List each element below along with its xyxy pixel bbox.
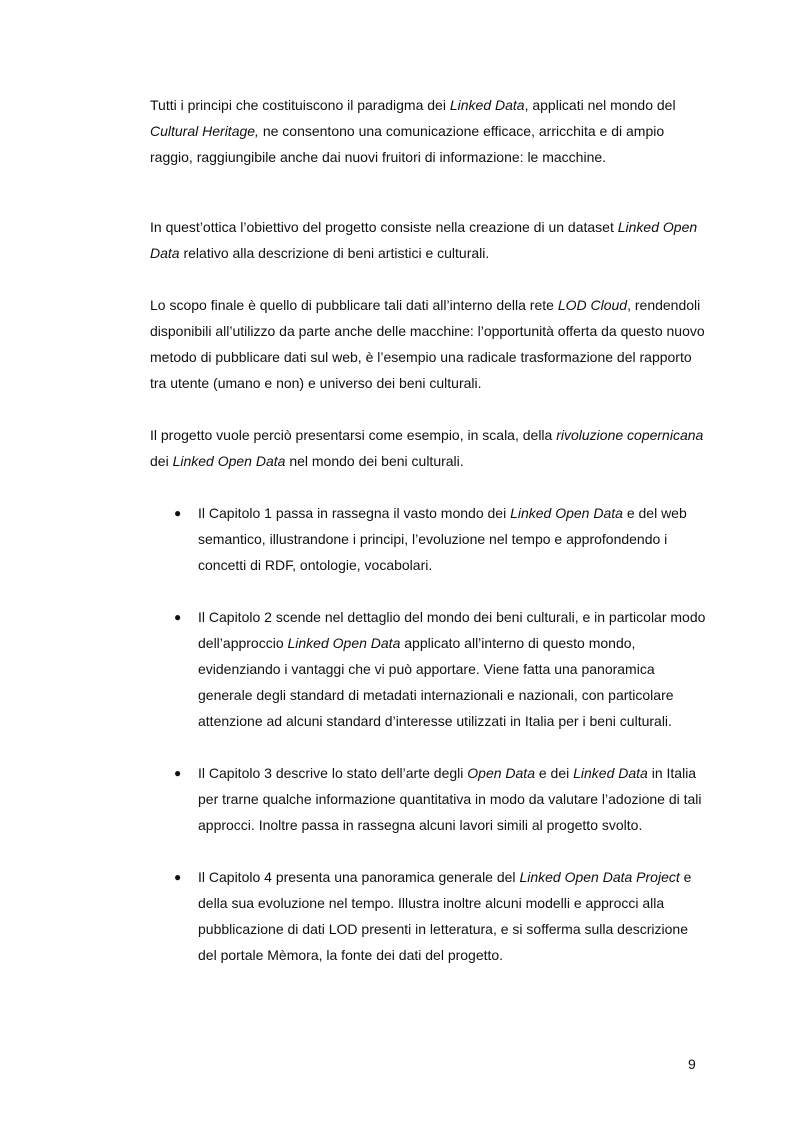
text-run: dei (150, 453, 173, 469)
bullet-icon: ● (174, 610, 182, 624)
text-run: applicato all’interno di questo mondo, evidenziando i vantaggi che vi può apportare. Viene fatta una panoramica generale degli standard di metadati internazionali e nazionali, con particolare attenzione ad alcuni standard d’interesse utilizzati in Italia per i beni culturali. (198, 635, 674, 729)
text-run: Il Capitolo 4 presenta una panoramica generale del (198, 869, 520, 885)
text-run: nel mondo dei beni culturali. (285, 453, 464, 469)
text-run: ne consentono una comunicazione efficace, arricchita e di ampio raggio, raggiungibile anche dai nuovi fruitori di informazione: le macchine. (150, 123, 665, 165)
text-run: relativo alla descrizione di beni artistici e culturali. (179, 245, 490, 261)
text-run: in Italia per trarne qualche informazione quantitativa in modo da valutare l’adozione di tali approcci. Inoltre passa in rassegna alcuni lavori simili al progetto svolto. (198, 765, 702, 833)
emphasis-linked-data: Linked Data (573, 765, 648, 781)
emphasis-linked-data: Linked Data (449, 97, 525, 113)
list-item-chapter-3 (150, 760, 710, 838)
paragraph-linked-data-principles (150, 92, 710, 170)
text-run: In quest’ottica l’obiettivo del progetto consiste nella creazione di un dataset (150, 219, 618, 235)
paragraph-project-objective (150, 214, 710, 266)
text-run: , applicati nel mondo del (524, 97, 676, 113)
chapter-list (150, 500, 710, 968)
text-run: , rendendoli disponibili all’utilizzo da parte anche delle macchine: l’opportunità offerta da questo nuovo metodo di pubblicare dati sul web, è l’esempio una radicale trasformazione del rapporto tra utente (umano e non) e universo dei beni culturali. (150, 297, 705, 391)
text-run: Il progetto vuole perciò presentarsi come esempio, in scala, della (150, 427, 557, 443)
text-run: e della sua evoluzione nel tempo. Illustra inoltre alcuni modelli e approcci alla pubblicazione di dati LOD presenti in letteratura, e si sofferma sulla descrizione del portale Mèmora, la fonte dei dati del progetto. (198, 869, 692, 963)
paragraph-copernican-revolution (150, 422, 710, 474)
bullet-icon: ● (174, 870, 182, 884)
text-run: Il Capitolo 1 passa in rassegna il vasto mondo dei (198, 505, 511, 521)
text-run: e dei (534, 765, 574, 781)
text-run: Il Capitolo 3 descrive lo stato dell’arte degli (198, 765, 468, 781)
list-item-chapter-2 (150, 604, 710, 734)
emphasis-rivoluzione-copernicana: rivoluzione copernicana (556, 427, 704, 443)
emphasis-open-data: Open Data (467, 765, 535, 781)
spacer (150, 170, 710, 214)
emphasis-linked-open-data-project: Linked Open Data Project (519, 869, 680, 885)
paragraph-final-goal (150, 292, 710, 396)
list-item-chapter-1 (150, 500, 710, 578)
text-run: e del web semantico, illustrandone i principi, l’evoluzione nel tempo e approfondendo i concetti di RDF, ontologie, vocabolari. (198, 505, 687, 573)
emphasis-linked-open-data: Linked Open Data (510, 505, 623, 521)
text-run: Il Capitolo 2 scende nel dettaglio del mondo dei beni culturali, e in particolar modo dell’approccio (198, 609, 706, 651)
spacer (150, 266, 710, 292)
page-number: 9 (688, 1056, 696, 1072)
emphasis-linked-open-data: Linked Open Data (172, 453, 286, 469)
page-body (150, 92, 710, 994)
bullet-icon: ● (174, 766, 182, 780)
emphasis-linked-open-data: Linked Open Data (150, 219, 698, 261)
text-run: Tutti i principi che costituiscono il paradigma dei (150, 97, 450, 113)
emphasis-lod-cloud: LOD Cloud (557, 297, 628, 313)
spacer (150, 396, 710, 422)
emphasis-cultural-heritage: Cultural Heritage, (150, 123, 259, 139)
list-item-chapter-4 (150, 864, 710, 968)
text-run: Lo scopo finale è quello di pubblicare tali dati all’interno della rete (150, 297, 558, 313)
emphasis-linked-open-data: Linked Open Data (287, 635, 401, 651)
bullet-icon: ● (174, 506, 182, 520)
